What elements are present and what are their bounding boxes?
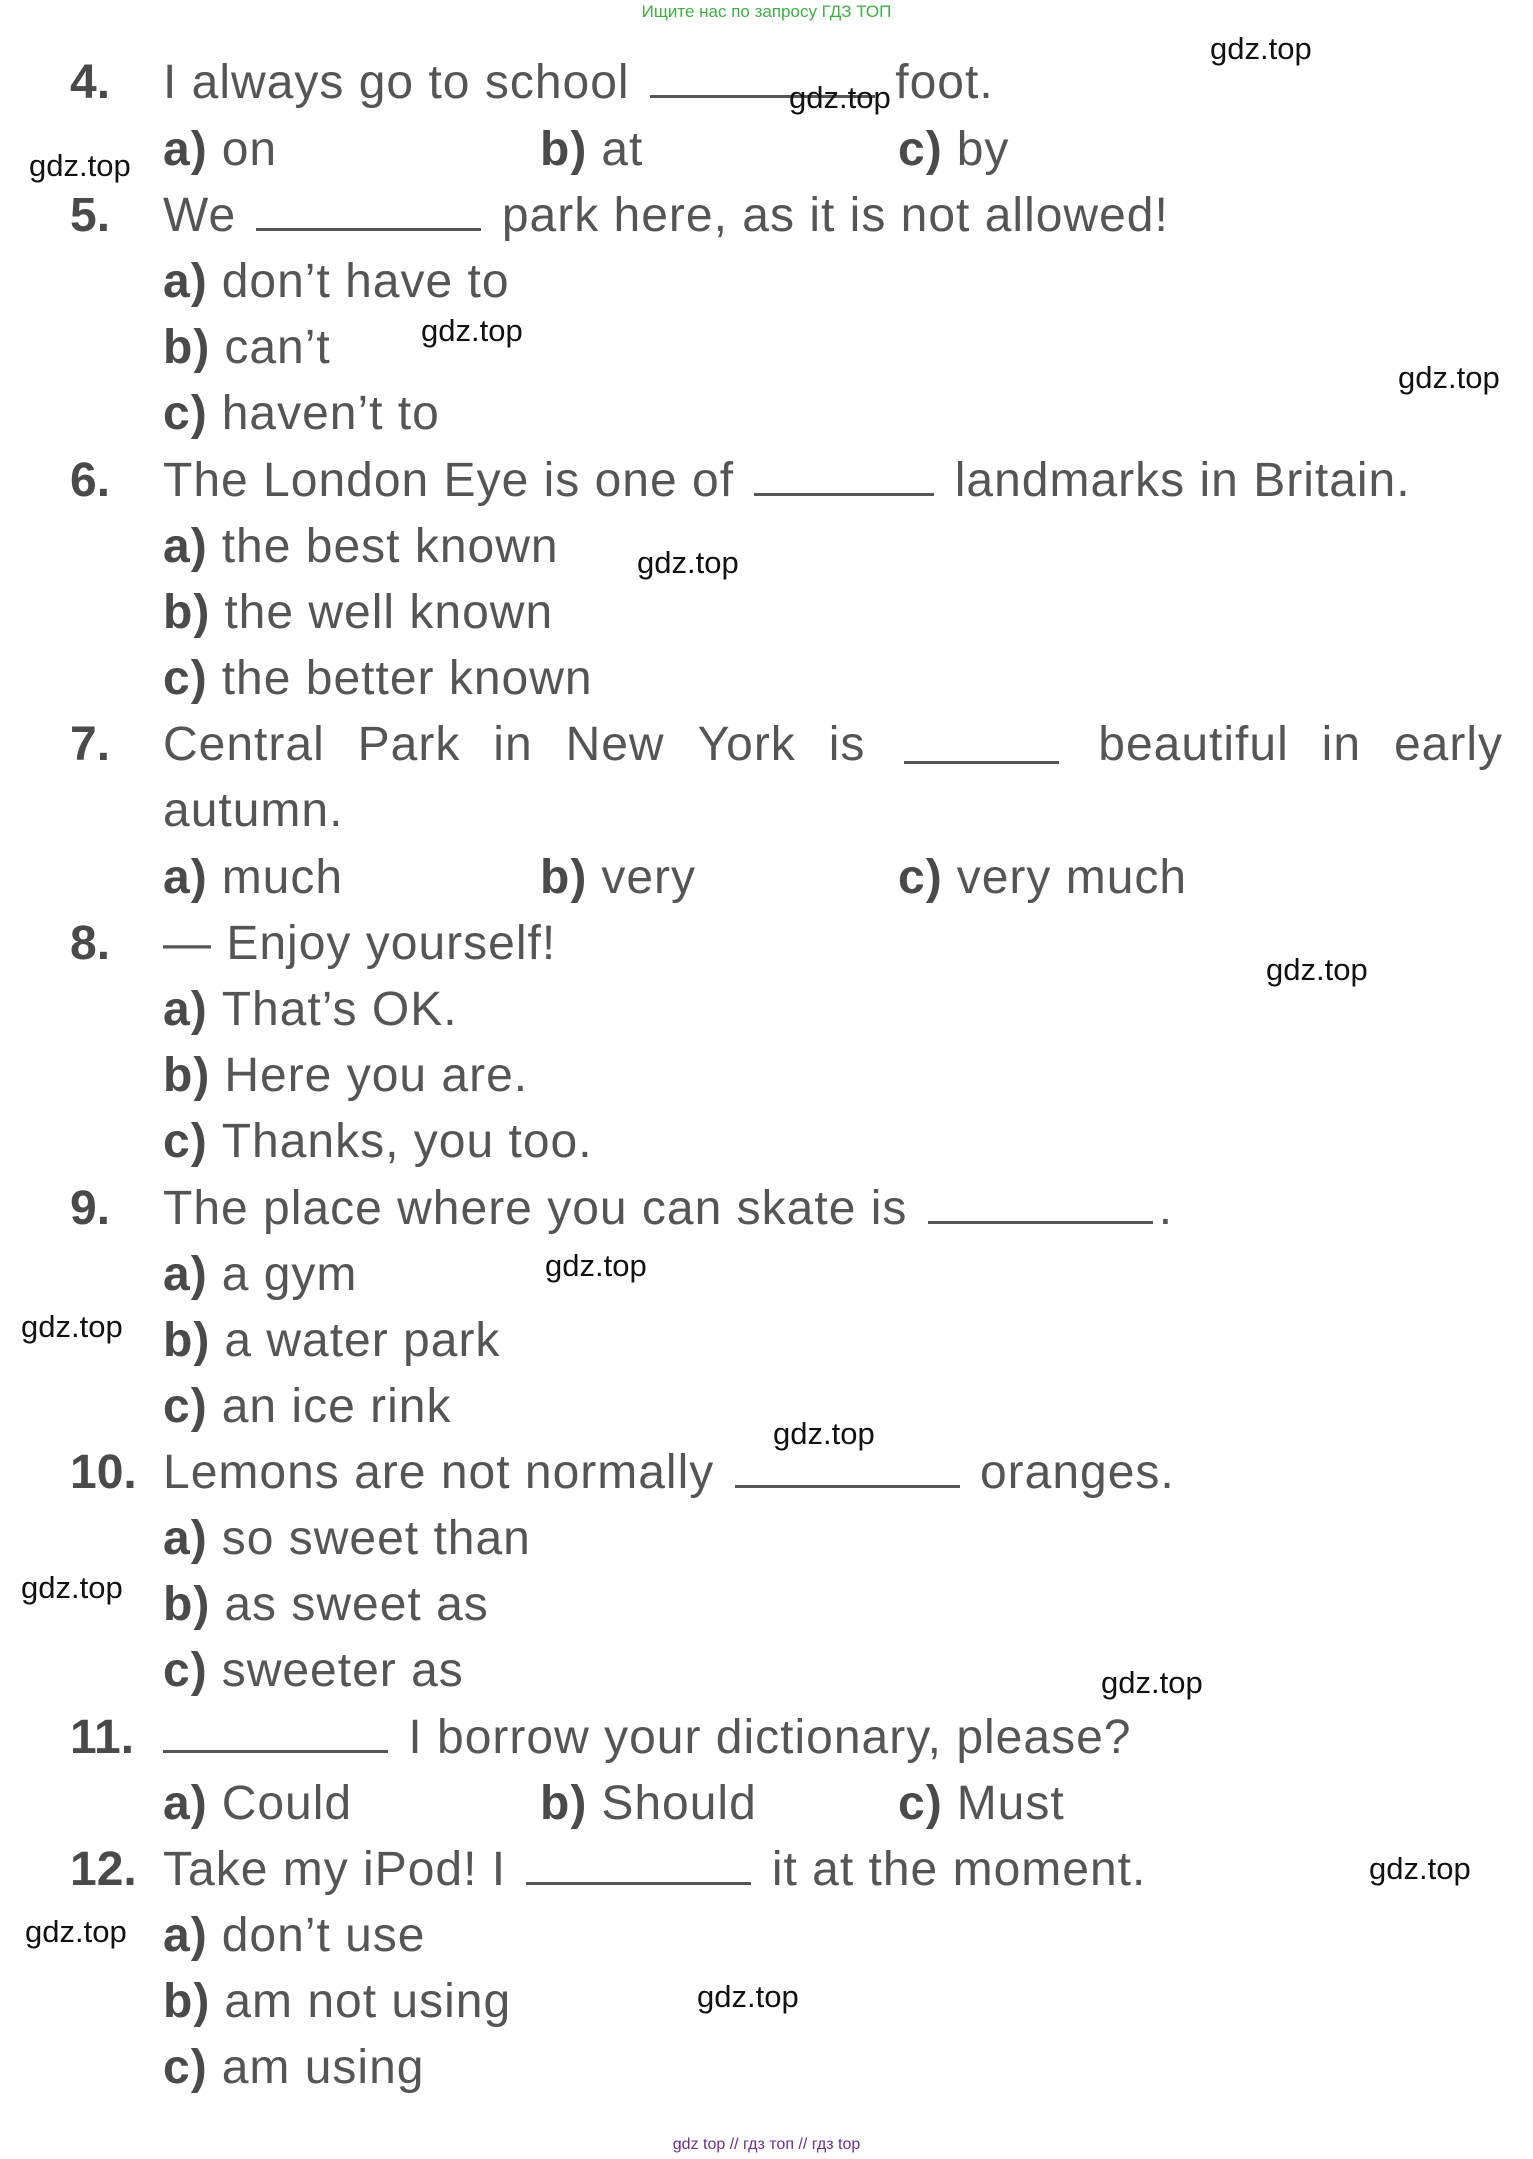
- option-text: sweeter as: [221, 1644, 464, 1697]
- option-text: Could: [221, 1777, 353, 1830]
- option-text: as sweet as: [224, 1578, 489, 1631]
- option-text: very much: [956, 851, 1188, 904]
- option: [163, 1511, 531, 1567]
- watermark: gdz.top: [697, 1979, 799, 2014]
- option-text: That’s OK.: [221, 983, 458, 1036]
- question-stem: [163, 453, 1411, 509]
- option: [898, 122, 1009, 178]
- option: [540, 1776, 757, 1832]
- stem-text: The place where you can skate is: [163, 1182, 908, 1235]
- option-letter: a): [163, 1777, 208, 1830]
- option: [163, 585, 553, 641]
- option-letter: a): [163, 983, 208, 1036]
- option: [163, 1577, 489, 1633]
- stem-text: Take my iPod! I: [163, 1843, 507, 1896]
- option-text: Must: [956, 1777, 1065, 1830]
- option-text: an ice rink: [221, 1380, 452, 1433]
- watermark: gdz.top: [789, 80, 891, 115]
- option-letter: b): [163, 321, 211, 374]
- option-text: at: [601, 123, 644, 176]
- stem-word: in: [1321, 718, 1362, 771]
- answer-blank: [754, 457, 934, 496]
- option-letter: b): [540, 1777, 588, 1830]
- option-letter: a): [163, 1248, 208, 1301]
- option-text: by: [956, 123, 1010, 176]
- stem-text: The London Eye is one of: [163, 454, 735, 507]
- option-letter: b): [163, 1975, 211, 2028]
- question-stem: [163, 1445, 1175, 1501]
- option: [163, 1313, 500, 1369]
- question-number: 7.: [70, 718, 111, 771]
- stem-text: I always go to school: [163, 56, 630, 109]
- watermark: gdz.top: [421, 313, 523, 348]
- question-number: 10.: [70, 1446, 137, 1499]
- option-letter: a): [163, 123, 208, 176]
- watermark: gdz.top: [29, 148, 131, 183]
- option: [163, 320, 331, 376]
- option: [163, 122, 277, 178]
- option: [898, 1776, 1065, 1832]
- question-number: 6.: [70, 454, 111, 507]
- option-letter: a): [163, 520, 208, 573]
- option: [540, 122, 643, 178]
- watermark: gdz.top: [545, 1248, 647, 1283]
- watermark: gdz.top: [1210, 31, 1312, 66]
- option-text: don’t have to: [221, 255, 510, 308]
- question-number: 5.: [70, 189, 111, 242]
- option-letter: c): [163, 1115, 208, 1168]
- option: [163, 982, 458, 1038]
- stem-word: Park: [357, 718, 461, 771]
- option-letter: b): [540, 851, 588, 904]
- stem-text: it at the moment.: [771, 1843, 1147, 1896]
- stem-text: I borrow your dictionary, please?: [408, 1711, 1132, 1764]
- option-text: don’t use: [221, 1909, 426, 1962]
- option-text: on: [221, 123, 278, 176]
- option-text: very: [601, 851, 696, 904]
- answer-blank: [256, 192, 481, 231]
- stem-word: in: [493, 718, 533, 771]
- stem-word: is: [828, 718, 866, 771]
- watermark: gdz.top: [773, 1416, 875, 1451]
- answer-blank: [526, 1846, 751, 1885]
- option-text: a gym: [221, 1248, 358, 1301]
- stem-text: We: [163, 189, 237, 242]
- option-text: the better known: [221, 652, 593, 705]
- option: [163, 1908, 426, 1964]
- option-text: Should: [601, 1777, 757, 1830]
- stem-text: landmarks in Britain.: [954, 454, 1411, 507]
- stem-word: beautiful: [1098, 718, 1289, 771]
- option-text: Here you are.: [224, 1049, 529, 1102]
- option-letter: c): [898, 851, 943, 904]
- stem-word: York: [697, 718, 796, 771]
- option: [163, 519, 559, 575]
- answer-blank: [928, 1185, 1153, 1224]
- option: [163, 2040, 424, 2096]
- option: [163, 651, 593, 707]
- watermark: gdz.top: [1266, 952, 1368, 987]
- watermark: gdz.top: [637, 545, 739, 580]
- watermark: gdz.top: [1369, 1851, 1471, 1886]
- stem-text: park here, as it is not allowed!: [501, 189, 1169, 242]
- option: [163, 1776, 352, 1832]
- option-text: am not using: [224, 1975, 512, 2028]
- option-letter: b): [163, 586, 211, 639]
- option-letter: a): [163, 851, 208, 904]
- watermark: gdz.top: [21, 1309, 123, 1344]
- question-number: 8.: [70, 917, 111, 970]
- option: [163, 254, 510, 310]
- answer-blank: [904, 725, 1059, 764]
- question-stem: [163, 717, 1503, 773]
- stem-word: early: [1393, 718, 1503, 771]
- option-text: so sweet than: [221, 1512, 531, 1565]
- stem-word: Central: [163, 718, 325, 771]
- option-text: a water park: [224, 1314, 501, 1367]
- question-stem: — Enjoy yourself!: [163, 917, 557, 970]
- option-letter: b): [163, 1314, 211, 1367]
- option: [163, 1643, 464, 1699]
- option-letter: b): [540, 123, 588, 176]
- option-letter: c): [163, 1380, 208, 1433]
- answer-blank: [735, 1449, 960, 1488]
- option-letter: c): [898, 123, 943, 176]
- watermark: gdz.top: [1101, 1665, 1203, 1700]
- option-letter: b): [163, 1578, 211, 1631]
- option-letter: b): [163, 1049, 211, 1102]
- option-letter: c): [163, 652, 208, 705]
- option-letter: a): [163, 1512, 208, 1565]
- stem-word: New: [565, 718, 665, 771]
- option: [163, 386, 440, 442]
- question-stem: [163, 1710, 1131, 1766]
- top-banner[interactable]: Ищите нас по запросу ГДЗ ТОП: [641, 2, 892, 21]
- option-letter: c): [163, 2041, 208, 2094]
- option: [163, 850, 343, 906]
- option: [163, 1379, 451, 1435]
- stem-text: foot.: [895, 56, 994, 109]
- stem-text: .: [1158, 1182, 1174, 1235]
- option-text: Thanks, you too.: [221, 1115, 593, 1168]
- question-stem: [163, 188, 1169, 244]
- question-stem: [163, 1181, 1173, 1237]
- question-stem: [163, 1842, 1146, 1898]
- option-text: can’t: [224, 321, 331, 374]
- watermark: gdz.top: [21, 1570, 123, 1605]
- answer-blank: [163, 1714, 388, 1753]
- option: [540, 850, 696, 906]
- option-text: the best known: [221, 520, 559, 573]
- option: [163, 1974, 511, 2030]
- question-number: 11.: [70, 1711, 135, 1764]
- option: [163, 1247, 357, 1303]
- option-text: the well known: [224, 586, 554, 639]
- option: [898, 850, 1187, 906]
- watermark: gdz.top: [1398, 360, 1500, 395]
- stem-text: Lemons are not normally: [163, 1446, 715, 1499]
- option-letter: c): [898, 1777, 943, 1830]
- option-letter: c): [163, 387, 208, 440]
- stem-text: oranges.: [979, 1446, 1175, 1499]
- option-text: haven’t to: [221, 387, 440, 440]
- watermark: gdz.top: [25, 1914, 127, 1949]
- option: [163, 1114, 593, 1170]
- question-number: 9.: [70, 1182, 111, 1235]
- option: [163, 1048, 528, 1104]
- option-text: am using: [221, 2041, 425, 2094]
- option-letter: a): [163, 255, 208, 308]
- question-number: 4.: [70, 56, 111, 109]
- option-text: much: [221, 851, 344, 904]
- question-stem-continued: autumn.: [163, 784, 344, 837]
- option-letter: a): [163, 1909, 208, 1962]
- option-letter: c): [163, 1644, 208, 1697]
- question-number: 12.: [70, 1843, 137, 1896]
- bottom-banner[interactable]: gdz top // гдз топ // гдз top: [672, 2136, 861, 2153]
